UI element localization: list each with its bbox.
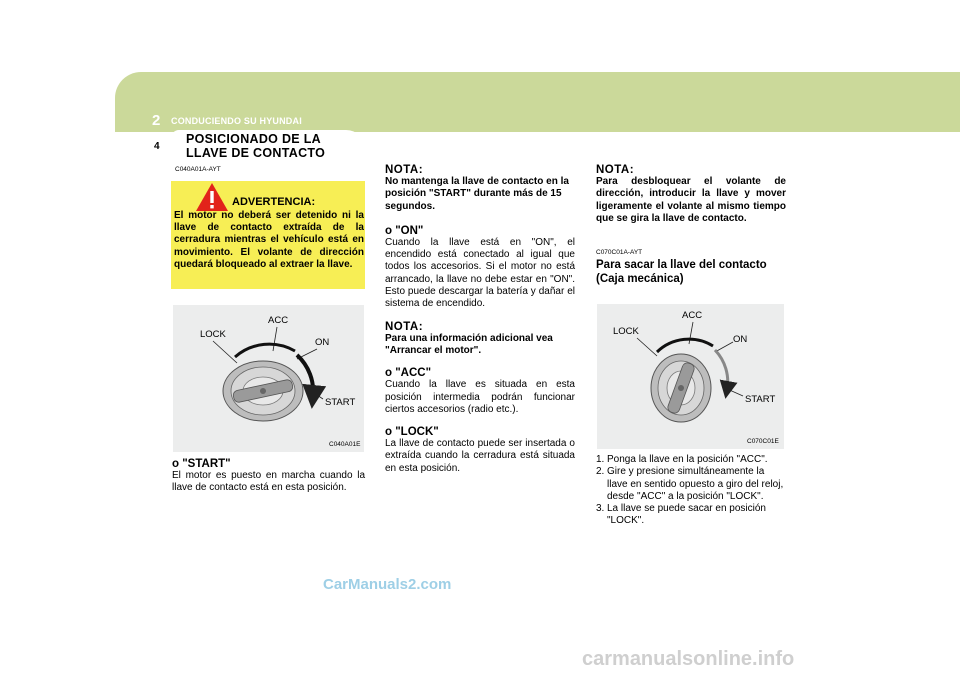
label-on: ON xyxy=(315,337,330,348)
note1-text: No mantenga la llave de contacto en la posición "START" durante más de 15 segundos. xyxy=(385,176,569,212)
lock-heading: o "LOCK" xyxy=(385,426,439,439)
warning-text: El motor no deberá ser detenido ni la llave de contacto extraída de la cerradura mientras el vehículo está en movimiento. El volante de dirección quedará bloqueado al extraer la llave. xyxy=(174,210,364,270)
section-code-2: C070C01A-AYT xyxy=(596,249,643,257)
column-2 xyxy=(385,164,575,475)
figure-code: C040A01E xyxy=(329,441,361,448)
note3-heading: NOTA: xyxy=(596,164,635,176)
list-item: 2. Gire y presione simultáneamente la llave en sentido opuesto a giro del reloj, desde "ACC" a la posición "LOCK". xyxy=(596,466,784,502)
figure-code-2: C070C01E xyxy=(747,438,779,445)
label-start-2: START xyxy=(745,394,776,405)
note3-text: Para desbloquear el volante de dirección, introducir la llave y mover ligeramente el volante al mismo tiempo que se gira la llave de contacto. xyxy=(596,176,786,224)
section-title: POSICIONADO DE LA LLAVE DE CONTACTO xyxy=(186,132,326,160)
remove-key-heading: Para sacar la llave del contacto (Caja mecánica) xyxy=(596,259,767,286)
ignition-figure-manual xyxy=(597,304,784,449)
list-item: 1. Ponga la llave en la posición "ACC". xyxy=(596,454,768,465)
on-text: Cuando la llave está en "ON", el encendido está conectado al igual que todos los accesorios. Si el motor no está arrancado, la llave no debe estar en "ON". Esto puede descargar la batería y dañar el sistema de encendido. xyxy=(385,236,575,310)
warning-title: ADVERTENCIA: xyxy=(232,196,316,208)
section-code: C040A01A-AYT xyxy=(175,166,221,173)
list-item: 3. La llave se puede sacar en posición "LOCK". xyxy=(596,503,766,527)
page-number: 4 xyxy=(154,141,160,152)
chapter-title: CONDUCIENDO SU HYUNDAI xyxy=(171,116,302,126)
note1-heading: NOTA: xyxy=(385,164,424,176)
note2-text: Para una información adicional vea "Arrancar el motor". xyxy=(385,332,553,356)
start-section xyxy=(172,458,365,495)
note2-heading: NOTA: xyxy=(385,320,424,333)
watermark-footer: carmanualsonline.info xyxy=(582,648,795,670)
acc-heading: o "ACC" xyxy=(385,367,432,380)
acc-text: Cuando la llave es situada en esta posición intermedia podrán funcionar ciertos accesorios (radio etc.). xyxy=(385,379,575,415)
ignition-switch-illustration xyxy=(173,305,364,452)
label-acc: ACC xyxy=(268,315,289,326)
start-text: El motor es puesto en marcha cuando la llave de contacto está en esta posición. xyxy=(172,470,365,494)
column-3 xyxy=(596,164,786,286)
label-lock: LOCK xyxy=(200,329,226,340)
ignition-figure xyxy=(173,305,364,452)
label-on-2: ON xyxy=(733,334,748,345)
lock-text: La llave de contacto puede ser insertada o extraída cuando la cerradura está situada en esta posición. xyxy=(385,438,575,474)
on-heading: o "ON" xyxy=(385,224,424,237)
label-lock-2: LOCK xyxy=(613,326,639,337)
label-acc-2: ACC xyxy=(682,310,703,321)
label-start: START xyxy=(325,397,356,408)
steps-list xyxy=(596,454,786,528)
watermark-link[interactable]: CarManuals2.com xyxy=(323,576,452,593)
warning-triangle-icon xyxy=(195,182,229,212)
chapter-number: 2 xyxy=(152,112,161,129)
start-heading: o "START" xyxy=(172,458,231,470)
